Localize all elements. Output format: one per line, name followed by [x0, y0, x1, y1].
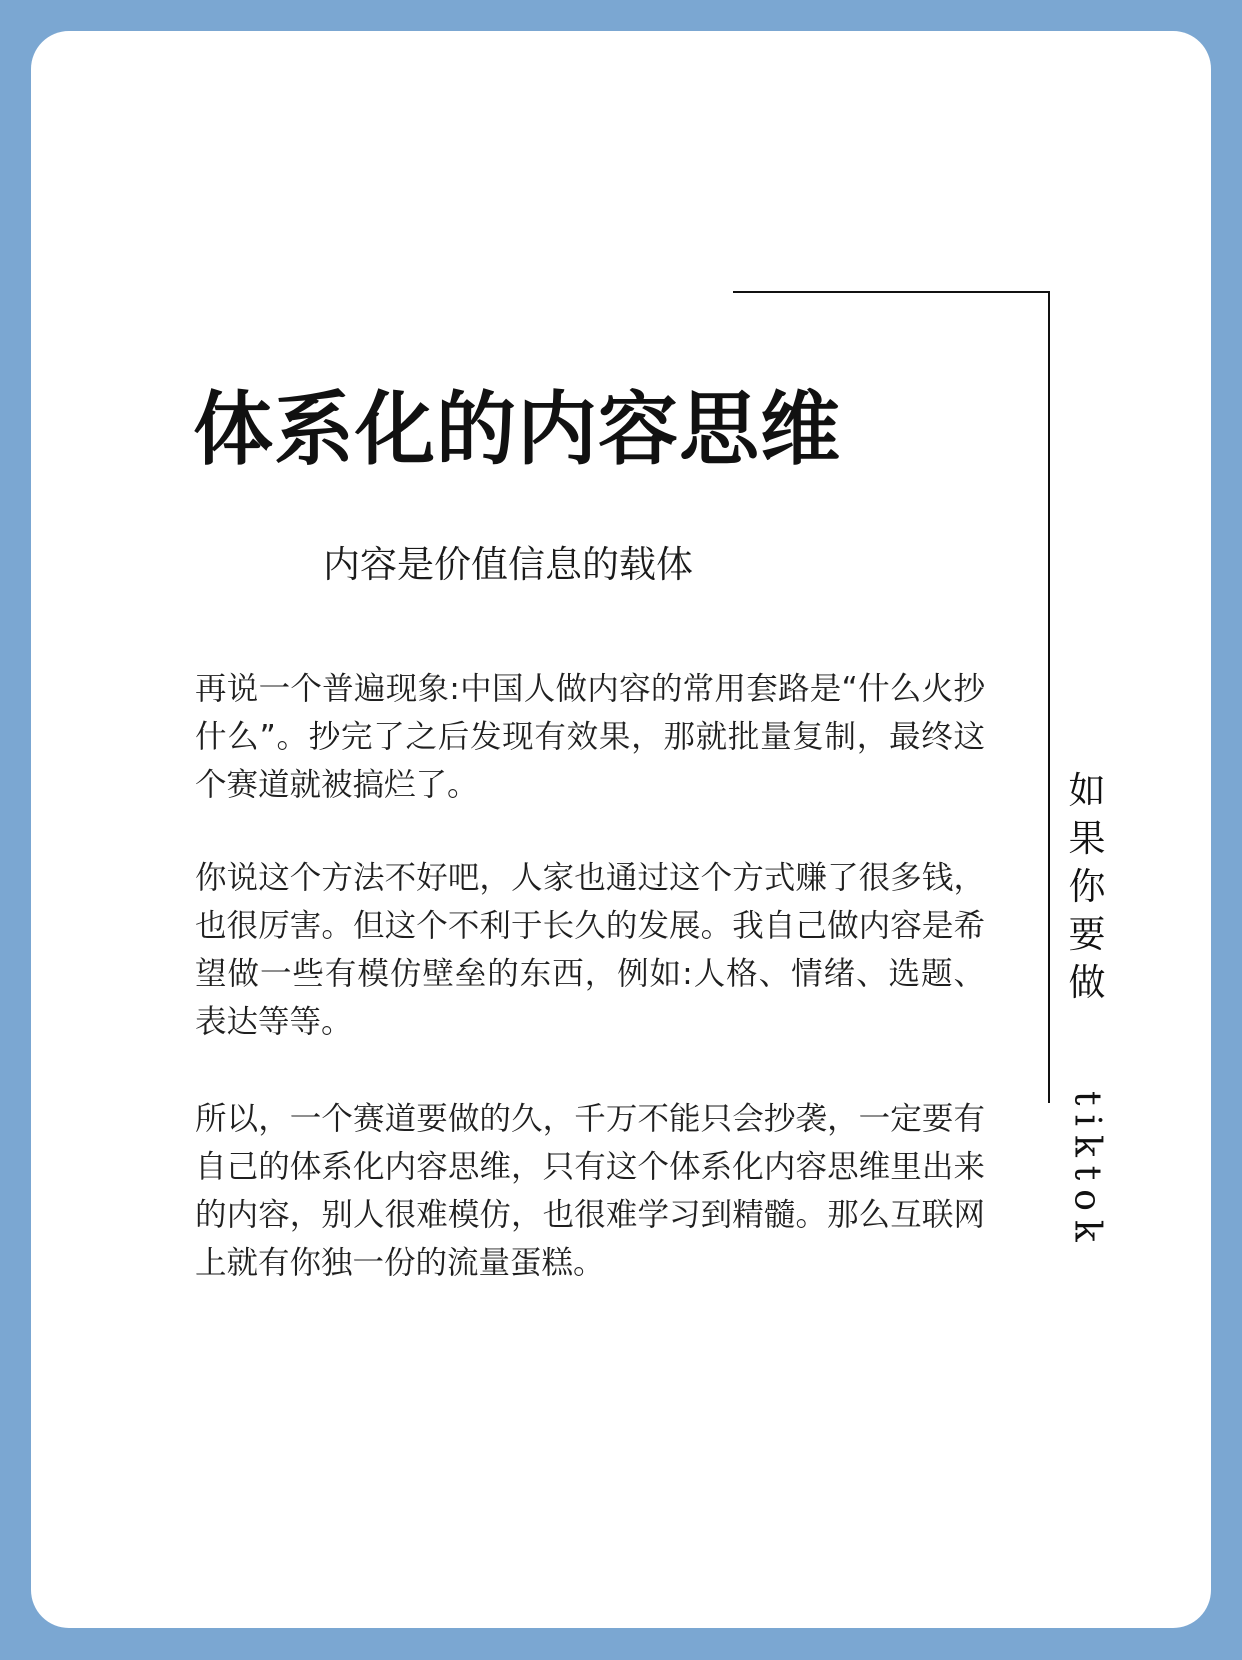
paragraph-3: 所以，一个赛道要做的久，千万不能只会抄袭，一定要有自己的体系化内容思维，只有这个体系化内容思维里出来的内容，别人很难模仿，也很难学习到精髓。那么互联网上就有你独一份的流量蛋糕。	[195, 1101, 985, 1281]
side-caption-chinese: 如果你要做	[1068, 769, 1106, 1004]
side-caption-english: tiktok	[1066, 1091, 1108, 1251]
frame-line-top	[733, 291, 1050, 293]
paragraph-2: 你说这个方法不好吧，人家也通过这个方式赚了很多钱，也很厉害。但这个不利于长久的发展。我自己做内容是希望做一些有模仿壁垒的东西，例如:人格、情绪、选题、表达等等。	[195, 860, 985, 1040]
frame-line-right	[1048, 291, 1050, 1103]
content-card	[31, 31, 1211, 1628]
page-subtitle: 内容是价值信息的载体	[323, 543, 693, 586]
paragraph-1: 再说一个普遍现象:中国人做内容的常用套路是“什么火抄什么”。抄完了之后发现有效果，那就批量复制，最终这个赛道就被搞烂了。	[195, 671, 985, 803]
page-title: 体系化的内容思维	[193, 382, 841, 476]
